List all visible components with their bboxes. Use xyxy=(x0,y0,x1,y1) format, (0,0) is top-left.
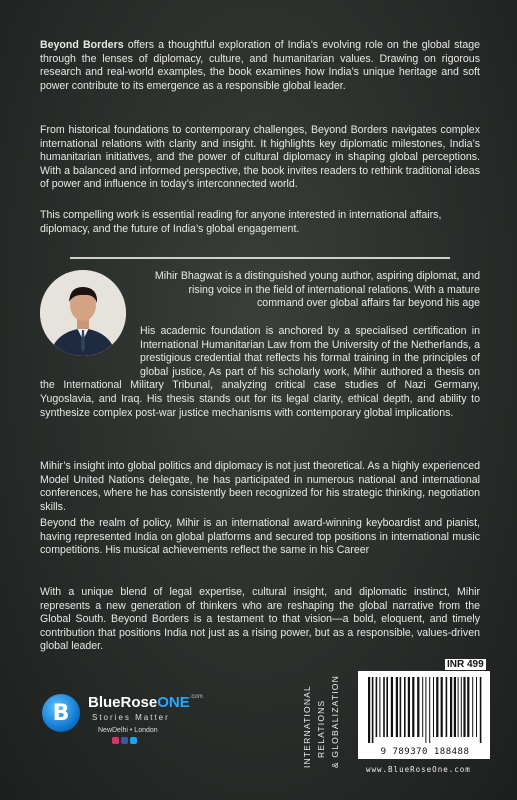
publisher-logo xyxy=(42,688,203,748)
instagram-icon xyxy=(112,737,119,744)
blurb-paragraph-1 xyxy=(40,39,480,93)
author-music-text: Beyond the realm of policy, Mihir is an international award-winning keyboardist and pianist, having represented India on global platforms and secured top positions in international music competitions. His musical achievements reflect the same in his Career xyxy=(40,517,480,557)
category-line-3: & GLOBALIZATION xyxy=(330,675,340,768)
brand-com: .com xyxy=(189,694,203,700)
logo-letter: B xyxy=(52,700,70,726)
author-bio-closing xyxy=(40,586,480,654)
author-bio-music xyxy=(40,517,480,558)
price-tag: INR 499 xyxy=(447,659,484,670)
author-bio-academic xyxy=(40,325,480,420)
author-bio-intro xyxy=(140,270,480,311)
author-closing-text: With a unique blend of legal expertise, cultural insight, and diplomatic instinct, Mihir represents a new generation of thinkers who are reshaping the global narrative from the Global South. Beyond Borders is a testament to that vision—a bold, eloquent, and timely contribution that positions India not just as a rising power, but as a responsible, values-driven global leader. xyxy=(40,586,480,653)
blurb-paragraph-2 xyxy=(40,124,480,192)
publisher-website: www.BlueRoseOne.com xyxy=(366,765,471,774)
twitter-icon xyxy=(130,737,137,744)
author-academic-text: His academic foundation is anchored by a specialised certification in International Humanitarian Law from the University of the Netherlands, a prestigious credential that reflects his formal training in the principles of global justice, As part of his scholarly work, Mihir authored a thesis on the International Military Tribunal, analyzing critical case studies of Nazi Germany, Yugoslavia, and Iraq. His thesis stands out for its legal clarity, ethical depth, and ability to synthesize complex post-war justice mechanisms with contemporary global implications. xyxy=(40,325,480,419)
isbn-barcode xyxy=(358,671,490,759)
author-intro-text: Mihir Bhagwat is a distinguished young author, aspiring diplomat, and rising voice in the field of international relations. With a mature command over global affairs far beyond his age xyxy=(154,270,480,310)
social-icons xyxy=(112,737,137,744)
publisher-logo-icon xyxy=(42,694,80,732)
blurb-paragraph-3 xyxy=(40,209,480,236)
blurb-text-1: offers a thoughtful exploration of India’s evolving role on the global stage through the lenses of diplomacy, culture, and humanitarian values. Drawing on rigorous research and real-world examples, the book examines how India’s unique heritage and soft power contribute to its emergence as a responsible global leader. xyxy=(40,39,480,92)
section-divider xyxy=(70,257,450,259)
category-line-2: RELATIONS xyxy=(316,699,326,758)
publisher-cities: NewDelhi • London xyxy=(98,727,158,734)
brand-name: BlueRose xyxy=(88,694,158,711)
isbn-number: 9 789370 188488 xyxy=(380,747,470,757)
author-bio-mun xyxy=(40,460,480,514)
publisher-brand xyxy=(88,694,203,711)
author-mun-text: Mihir’s insight into global politics and diplomacy is not just theoretical. As a highly experienced Model United Nations delegate, he has participated in numerous national and international conferences, where he has consistently been recognized for his strategic thinking, negotiation skills. xyxy=(40,460,480,513)
brand-one: ONE xyxy=(157,694,190,711)
blurb-text-2: From historical foundations to contemporary challenges, Beyond Borders navigates complex international relations with clarity and insight. It highlights key diplomatic milestones, India’s humanitarian initiatives, and the power of cultural diplomacy in shaping global perceptions. With a balanced and informed perspective, the book invites readers to rethink traditional ideas of power and influence in today’s interconnected world. xyxy=(40,124,480,191)
category-line-1: INTERNATIONAL xyxy=(302,685,312,768)
blurb-text-3: This compelling work is essential reading for anyone interested in international affairs, diplomacy, and the future of India’s global engagement. xyxy=(40,209,442,235)
facebook-icon xyxy=(121,737,128,744)
book-title-inline: Beyond Borders xyxy=(40,39,124,51)
publisher-tagline: Stories Matter xyxy=(92,713,170,722)
